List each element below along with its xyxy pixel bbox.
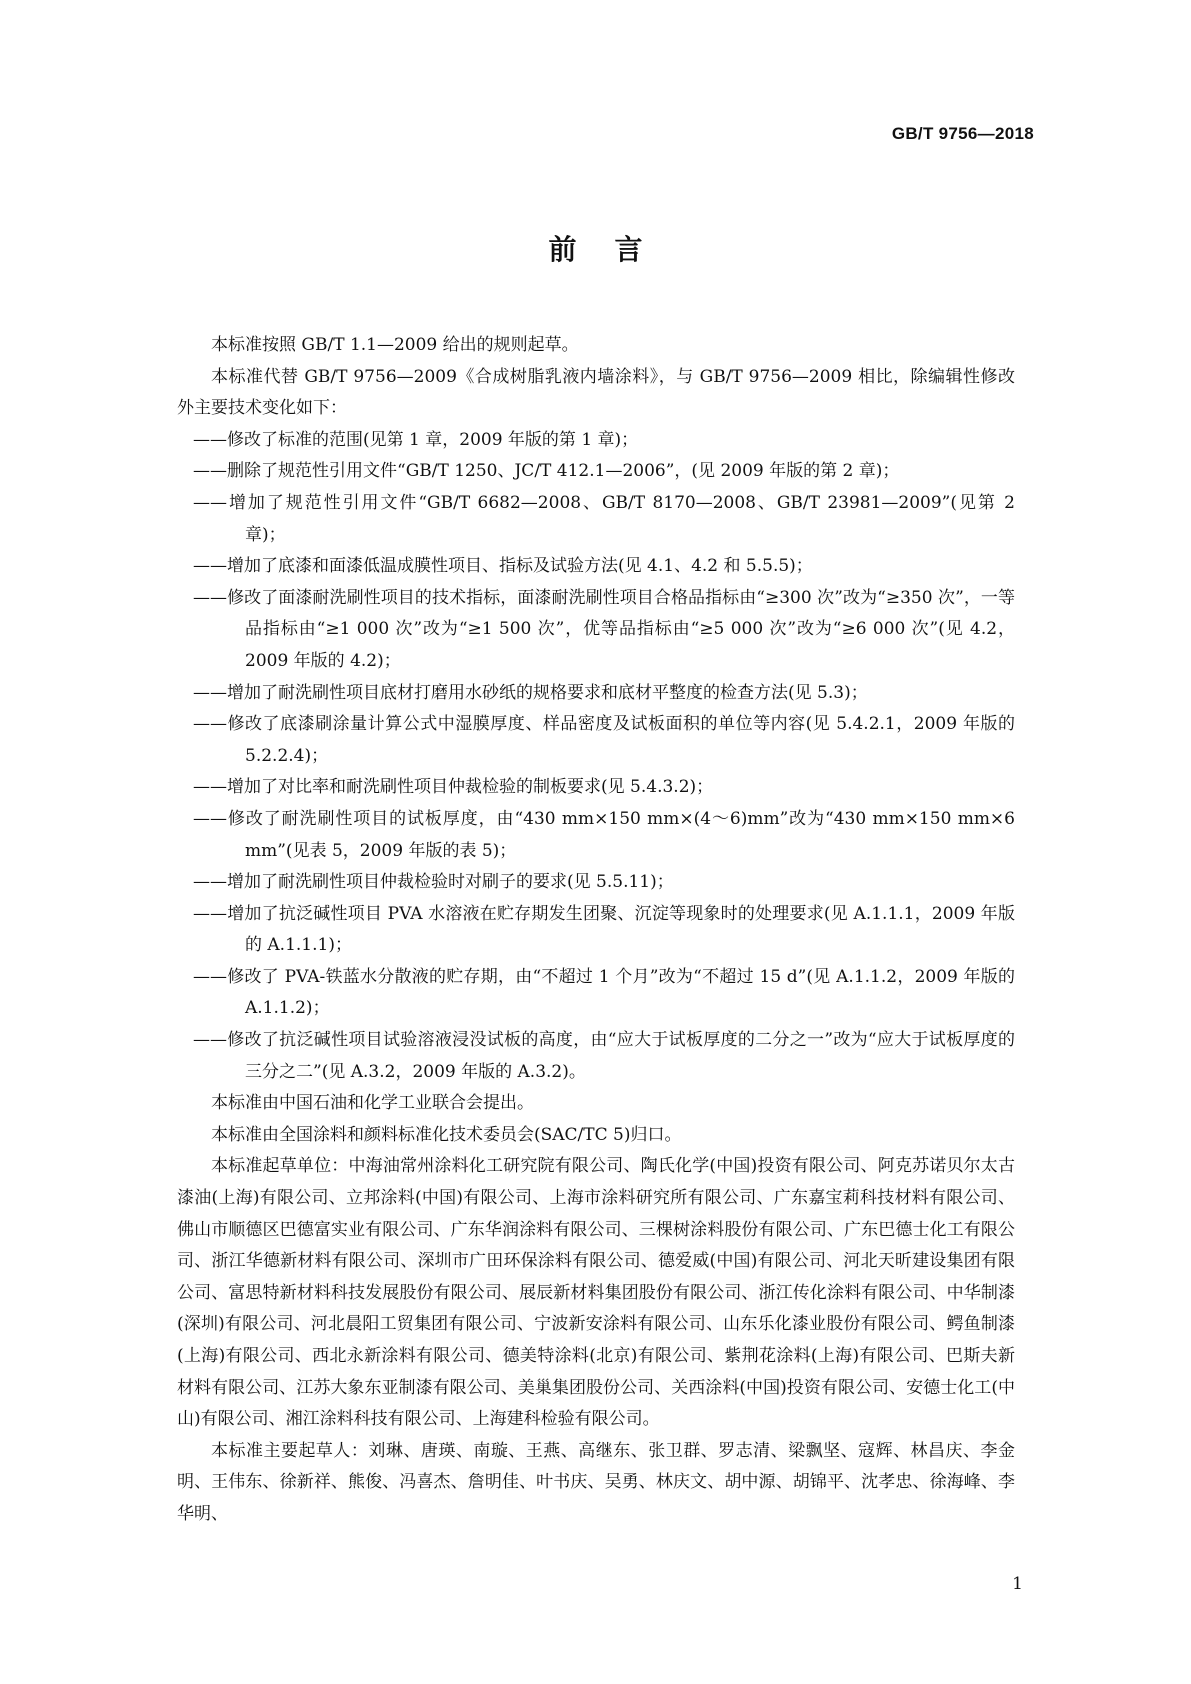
change-item: ——修改了抗泛碱性项目试验溶液浸没试板的高度，由“应大于试板厚度的二分之一”改为“应大于试板厚度的三分之二”(见 A.3.2，2009 年版的 A.3.2)。 [193, 1030, 1015, 1082]
change-item: ——增加了底漆和面漆低温成膜性项目、指标及试验方法(见 4.1、4.2 和 5.5.5)； [193, 556, 813, 577]
change-item: ——删除了规范性引用文件“GB/T 1250、JC/T 412.1—2006”，(见 2009 年版的第 2 章)； [193, 461, 900, 482]
change-item: ——增加了耐洗刷性项目仲裁检验时对刷子的要求(见 5.5.11)； [193, 872, 674, 893]
paragraph-drafting-rules: 本标准按照 GB/T 1.1—2009 给出的规则起草。 [211, 335, 579, 355]
change-item: ——增加了对比率和耐洗刷性项目仲裁检验的制板要求(见 5.4.3.2)； [193, 777, 714, 798]
change-item: ——增加了耐洗刷性项目底材打磨用水砂纸的规格要求和底材平整度的检查方法(见 5.3)； [193, 682, 868, 703]
change-item: ——修改了耐洗刷性项目的试板厚度，由“430 mm×150 mm×(4～6)mm”改为“430 mm×150 mm×6 mm”(见表 5，2009 年版的表 5)； [193, 808, 1015, 861]
page-title: 前言 [548, 233, 681, 266]
paragraph-centralized-by: 本标准由全国涂料和颜料标准化技术委员会(SAC/TC 5)归口。 [211, 1124, 682, 1145]
change-item: ——修改了面漆耐洗刷性项目的技术指标，面漆耐洗刷性项目合格品指标由“≥300 次”改为“≥350 次”，一等品指标由“≥1 000 次”改为“≥1 500 次”，优等品指标由“≥5 000 次”改为“≥6 000 次”(见 4.2，2009 年版的 4.2)； [193, 587, 1015, 671]
change-item: ——增加了规范性引用文件“GB/T 6682—2008、GB/T 8170—2008、GB/T 23981—2009”(见第 2 章)； [193, 492, 1015, 545]
paragraph-drafting-units: 本标准起草单位：中海油常州涂料化工研究院有限公司、陶氏化学(中国)投资有限公司、阿克苏诺贝尔太古漆油(上海)有限公司、立邦涂料(中国)有限公司、上海市涂料研究所有限公司、广东嘉宝莉科技材料有限公司、佛山市顺德区巴德富实业有限公司、广东华润涂料有限公司、三棵树涂料股份有限公司、广东巴德士化工有限公司、浙江华德新材料有限公司、深圳市广田环保涂料有限公司、德爱威(中国)有限公司、河北天昕建设集团有限公司、富思特新材料科技发展股份有限公司、展辰新材料集团股份有限公司、浙江传化涂料有限公司、中华制漆(深圳)有限公司、河北晨阳工贸集团有限公司、宁波新安涂料有限公司、山东乐化漆业股份有限公司、鳄鱼制漆(上海)有限公司、西北永新涂料有限公司、德美特涂料(北京)有限公司、紫荆花涂料(上海)有限公司、巴斯夫新材料有限公司、江苏大象东亚制漆有限公司、美巢集团股份公司、关西涂料(中国)投资有限公司、安德士化工(中山)有限公司、湘江涂料科技有限公司、上海建科检验有限公司。 [177, 1156, 1015, 1430]
paragraph-drafters: 本标准主要起草人：刘琳、唐瑛、南璇、王燕、高继东、张卫群、罗志清、梁飘坚、寇辉、林昌庆、李金明、王伟东、徐新祥、熊俊、冯喜杰、詹明佳、叶书庆、吴勇、林庆文、胡中源、胡锦平、沈孝忠、徐海峰、李华明、 [177, 1440, 1015, 1524]
change-item: ——修改了标准的范围(见第 1 章，2009 年版的第 1 章)； [193, 429, 639, 450]
standard-number: GB/T 9756—2018 [891, 124, 1034, 143]
page-number: 1 [1012, 1574, 1023, 1594]
paragraph-replaces: 本标准代替 GB/T 9756—2009《合成树脂乳液内墙涂料》，与 GB/T 9756—2009 相比，除编辑性修改外主要技术变化如下： [177, 366, 1015, 419]
change-item: ——增加了抗泛碱性项目 PVA 水溶液在贮存期发生团聚、沉淀等现象时的处理要求(见 A.1.1.1，2009 年版的 A.1.1.1)； [193, 903, 1015, 956]
paragraph-proposed-by: 本标准由中国石油和化学工业联合会提出。 [211, 1093, 534, 1114]
change-item: ——修改了底漆刷涂量计算公式中湿膜厚度、样品密度及试板面积的单位等内容(见 5.4.2.1，2009 年版的 5.2.2.4)； [193, 714, 1015, 766]
change-item: ——修改了 PVA-铁蓝水分散液的贮存期，由“不超过 1 个月”改为“不超过 15 d”(见 A.1.1.2，2009 年版的 A.1.1.2)； [193, 966, 1015, 1019]
document-body [177, 330, 1015, 1531]
